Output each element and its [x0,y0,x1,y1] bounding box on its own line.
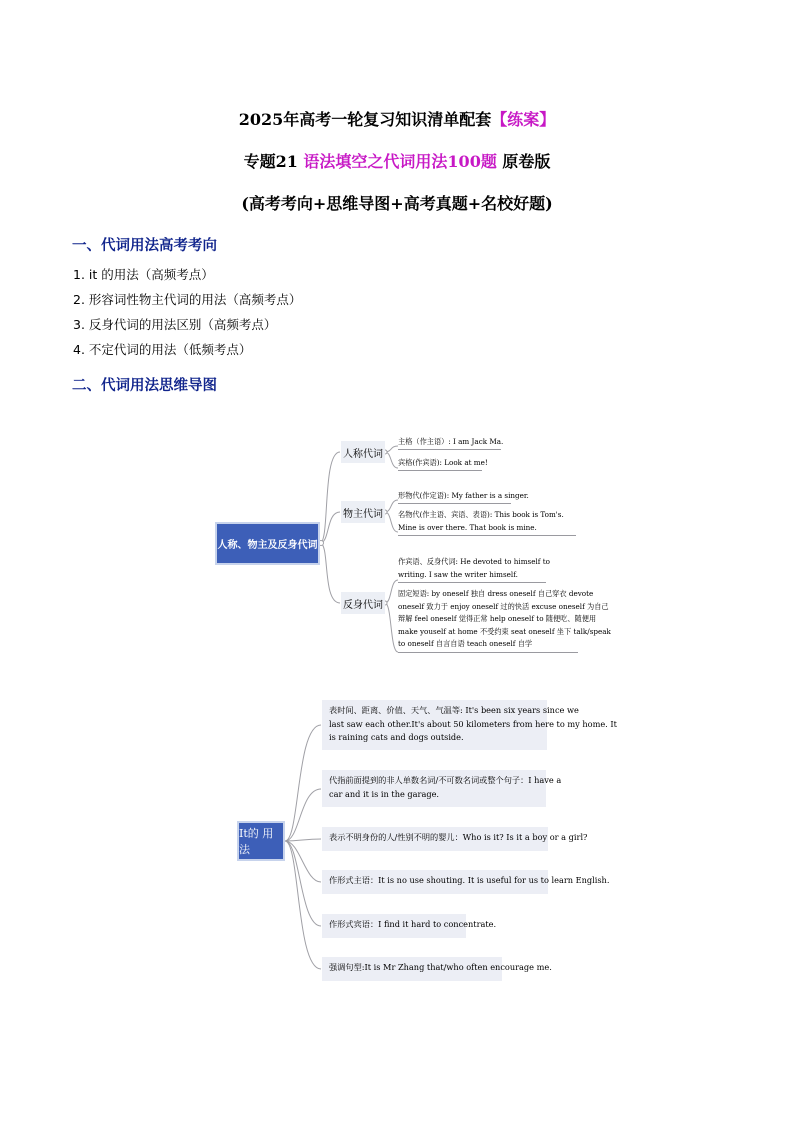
section-heading-exam-trends: 一、代词用法高考考向 [72,238,217,254]
item-text: last saw each other.It's about 50 kilometers from here to my home. It [329,718,617,729]
leaf-nominative [398,436,503,449]
item-text: 表示不明身份的人/性别不明的婴儿：Who is it? Is it a boy or a girl? [329,832,588,842]
leaf-text: to oneself 自言自语 teach oneself 自学 [398,639,533,648]
it-usage-time-distance [322,700,617,750]
branch-possessive-pronoun: 物主代词 [341,501,385,523]
leaf-text: 形物代(作定语): My father is a singer. [398,491,529,500]
item-text: is raining cats and dogs outside. [329,732,464,742]
leaf-underline [398,449,501,450]
leaf-noun-possessive [398,509,564,534]
leaf-underline [398,503,511,504]
it-usage-formal-subject [322,870,610,894]
leaf-objective [398,457,488,470]
it-usage-unknown-identity [322,827,588,851]
branch-reflexive-pronoun: 反身代词 [341,592,385,614]
connector-line [285,839,321,841]
connector-line [285,841,321,926]
leaf-text: make youself at home 不受约束 seat oneself 坐下 talk/speak [398,626,611,636]
title-tag: 【练案】 [491,110,556,129]
item-text: 表时间、距离、价值、天气、气温等: It's been six years since we [329,705,579,715]
leaf-underline [398,470,482,471]
item-text: 作形式宾语：I find it hard to concentrate. [329,919,497,929]
list-item: 2. 形容词性物主代词的用法（高频考点） [73,292,302,307]
title-topic: 语法填空之代词用法100题 [303,152,497,171]
title-suffix: 原卷版 [502,152,551,171]
item-text: 强调句型:It is Mr Zhang that/who often encourage me. [329,962,552,972]
leaf-text: 名物代(作主语、宾语、表语): This book is Tom's. [398,510,564,519]
leaf-text: 固定短语: by oneself 独自 dress oneself 自己穿衣 devote [398,589,594,598]
it-usage-reference [322,770,562,807]
list-item: 4. 不定代词的用法（低频考点） [73,342,252,357]
section-heading-mind-map: 二、代词用法思维导图 [72,378,217,394]
connector-line [385,603,398,652]
leaf-text: writing. I saw the writer himself. [398,569,518,579]
list-item: 1. it 的用法（高频考点） [73,267,214,282]
leaf-text: 辩解 feel oneself 觉得正常 help oneself to 随便吃、随便用 [398,614,597,623]
branch-personal-pronoun: 人称代词 [341,441,385,463]
connector-line [385,452,398,468]
leaf-text: 作宾语、反身代词: He devoted to himself to [398,557,550,566]
connector-line [285,841,321,969]
item-text: 作形式主语：It is no use shouting. It is useful for us to learn English. [329,875,610,885]
leaf-fixed-phrases [398,588,611,651]
connector-line [285,725,321,841]
title-prefix: 专题21 [243,152,298,171]
it-usage-emphasis [322,957,552,981]
leaf-underline [398,582,546,583]
mindmap-root-pronouns: 人称、物主及反身代词 [215,522,320,565]
list-item: 3. 反身代词的用法区别（高频考点） [73,317,277,332]
mindmap-root-it-usage: It的 用法 [237,821,285,861]
leaf-text: 主格（作主语）: I am Jack Ma. [398,437,504,446]
leaf-underline [398,652,578,653]
leaf-underline [398,535,576,536]
leaf-reflexive-object [398,556,550,581]
it-usage-formal-object [322,914,497,938]
title-main: 2025年高考一轮复习知识清单配套 [238,110,492,129]
leaf-text: oneself 致力于 enjoy oneself 过的快活 excuse oneself 为自己 [398,601,609,611]
connector-line [320,452,340,543]
leaf-text: Mine is over there. That book is mine. [398,522,537,532]
leaf-adjective-possessive [398,490,529,503]
connector-line [385,500,398,512]
item-text: 代指前面提到的非人单数名词/不可数名词或整个句子：I have a [329,775,562,785]
leaf-text: 宾格(作宾语): Look at me! [398,458,488,467]
connector-line [385,580,398,603]
connector-line [320,543,340,603]
doc-subtitle: (高考考向+思维导图+高考真题+名校好题) [241,194,553,213]
item-text: car and it is in the garage. [329,788,440,799]
connector-line [385,512,398,532]
